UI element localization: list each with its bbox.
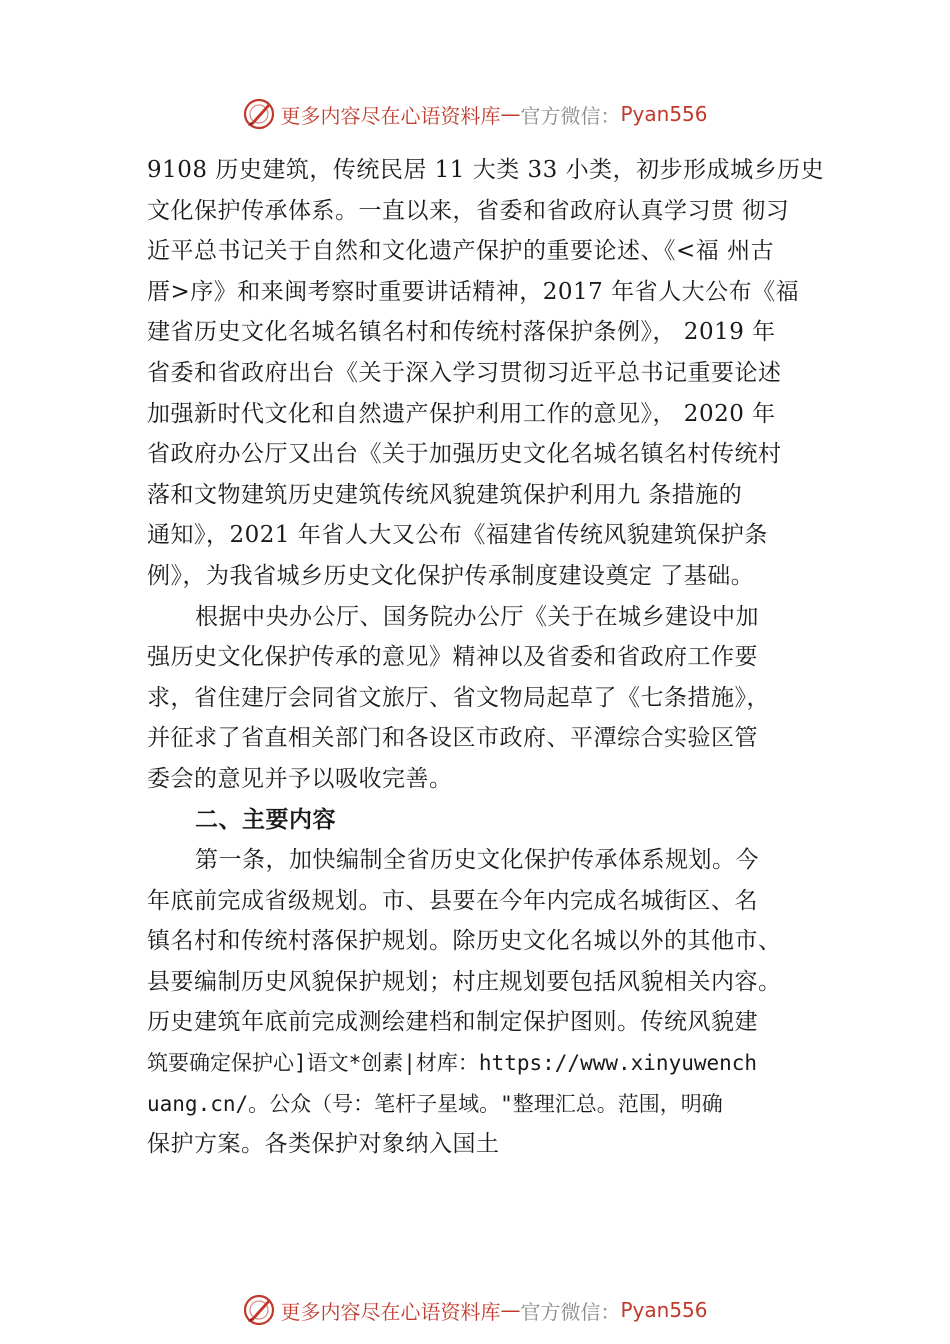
paragraph-line: 镇名村和传统村落保护规划。除历史文化名城以外的其他市、	[147, 928, 782, 955]
body-line: 省委和省政府出台《关于深入学习贯彻习近平总书记重要论述	[147, 359, 782, 386]
paragraph-line: 根据中央办公厅、国务院办公厅《关于在城乡建设中加	[195, 603, 759, 630]
body-line: 省政府办公厅又出台《关于加强历史文化名城名镇名村传统村	[147, 441, 782, 468]
paragraph-line: 第一条，加快编制全省历史文化保护传承体系规划。今	[195, 847, 759, 874]
document-body	[147, 150, 832, 1165]
paragraph-line: 保护方案。各类保护对象纳入国土	[147, 1131, 500, 1158]
banner-wechat-id: Pyan556	[620, 1298, 708, 1322]
banner-label: 官方微信：	[520, 103, 621, 128]
body-line: 9108 历史建筑，传统民居 11 大类 33 小类，初步形成城乡历史	[147, 157, 825, 183]
paragraph-line: 求，省住建厅会同省文旅厅、省文物局起草了《七条措施》，	[147, 684, 770, 711]
banner-main-text: 更多内容尽在心语资料库	[280, 1299, 501, 1324]
paragraph-line: 并征求了省直相关部门和各设区市政府、平潭综合实验区管	[147, 725, 758, 752]
section-heading: 二、主要内容	[195, 806, 336, 833]
paragraph-line: 县要编制历史风貌保护规划；村庄规划要包括风貌相关内容。	[147, 968, 782, 995]
paragraph-line: 强历史文化保护传承的意见》精神以及省委和省政府工作要	[147, 644, 758, 671]
body-line: 近平总书记关于自然和文化遗产保护的重要论述、《<福 州古	[147, 238, 775, 265]
body-line: 通知》，2021 年省人大又公布《福建省传统风貌建筑保护条	[147, 522, 768, 549]
banner-dash: —	[500, 1298, 521, 1322]
body-line: 建省历史文化名城名镇名村和传统村落保护条例》， 2019 年	[147, 319, 776, 346]
body-line: 例》，为我省城乡历史文化保护传承制度建设奠定 了基础。	[147, 562, 755, 589]
footer-watermark-banner	[0, 1290, 950, 1330]
body-line: 文化保护传承体系。一直以来，省委和省政府认真学习贯 彻习	[147, 197, 790, 224]
paragraph-line: uang.cn/。公众（号：笔杆子星域。"整理汇总。范围，明确	[147, 1091, 723, 1116]
quill-logo-icon	[242, 1293, 276, 1327]
banner-dash: —	[500, 102, 521, 126]
body-line: 落和文物建筑历史建筑传统风貌建筑保护利用九 条措施的	[147, 481, 743, 508]
paragraph-line: 委会的意见并予以吸收完善。	[147, 765, 453, 792]
quill-logo-icon	[242, 97, 276, 131]
banner-label: 官方微信：	[520, 1299, 621, 1324]
paragraph-line: 历史建筑年底前完成测绘建档和制定保护图则。传统风貌建	[147, 1009, 758, 1036]
paragraph-line: 筑要确定保护心]语文*创素|材库：https://www.xinyuwench	[147, 1051, 758, 1076]
paragraph-line: 年底前完成省级规划。市、县要在今年内完成名城街区、名	[147, 887, 758, 914]
body-line: 加强新时代文化和自然遗产保护利用工作的意见》， 2020 年	[147, 400, 776, 427]
banner-wechat-id: Pyan556	[620, 102, 708, 126]
body-line: 厝>序》和来闽考察时重要讲话精神，2017 年省人大公布《福	[147, 278, 800, 305]
banner-main-text: 更多内容尽在心语资料库	[280, 103, 501, 128]
header-watermark-banner	[0, 94, 950, 134]
